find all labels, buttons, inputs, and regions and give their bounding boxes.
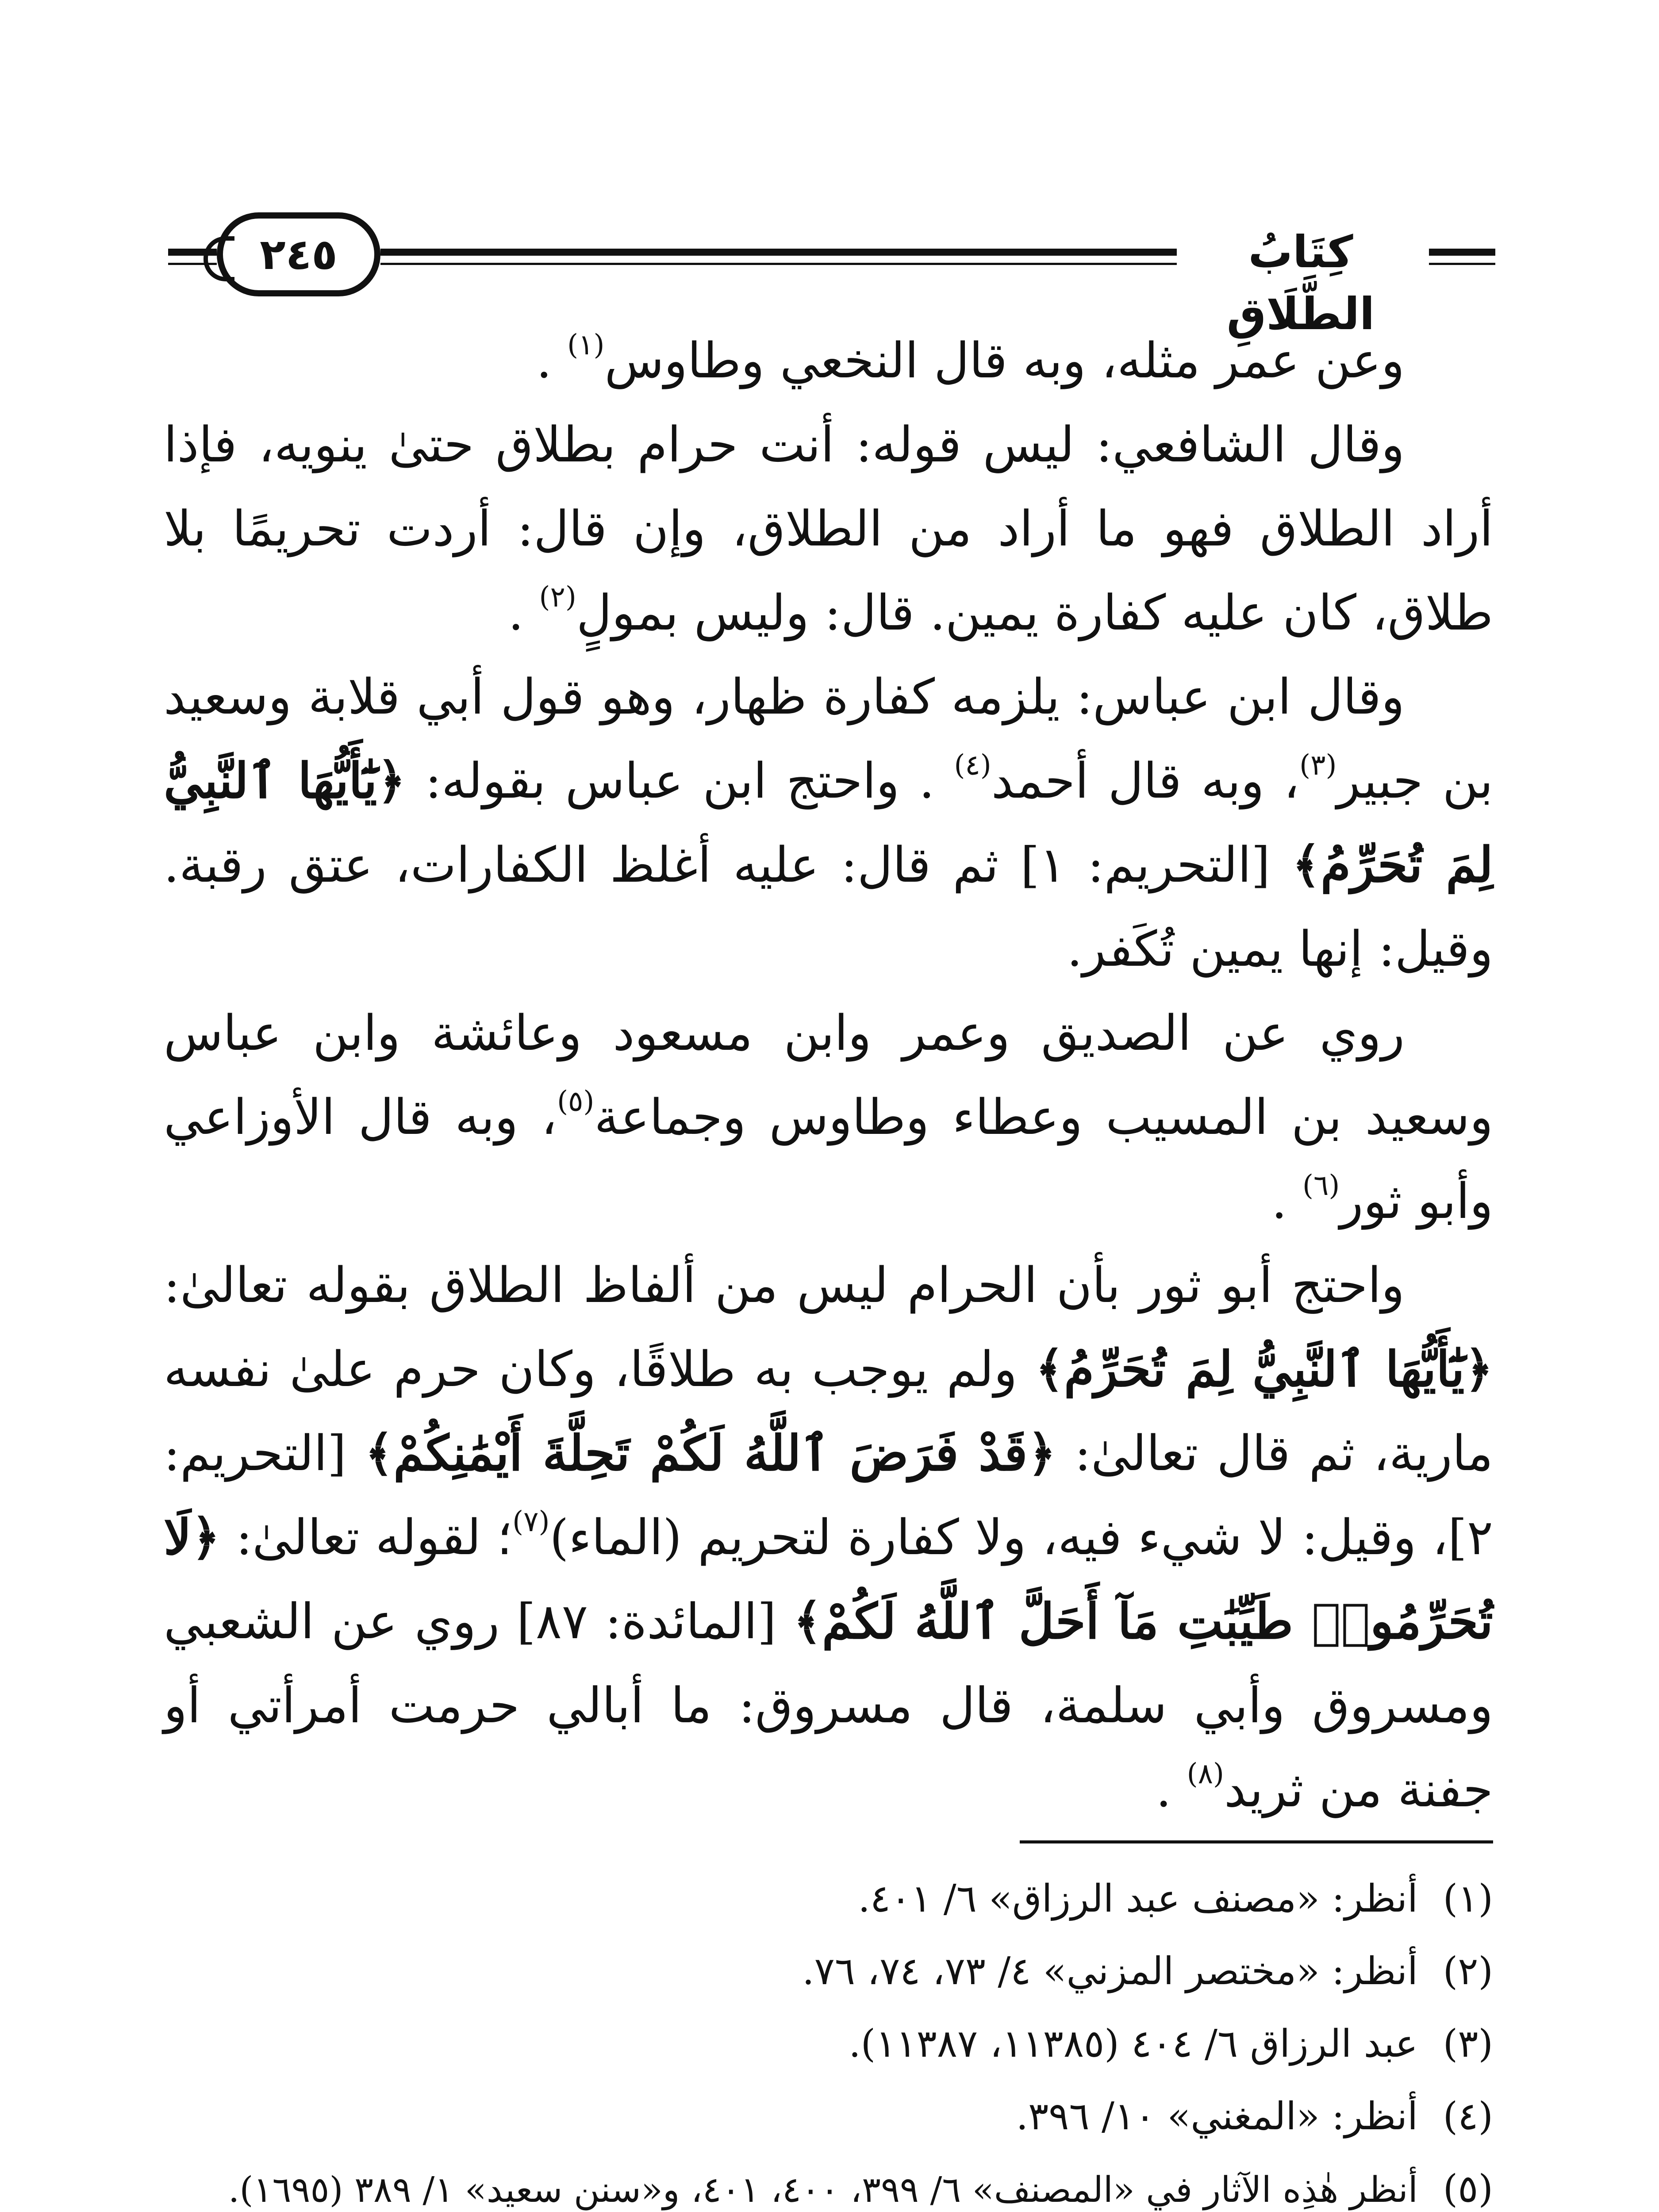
header-rule [380,249,1177,256]
footnote-marker: (٧) [512,1505,550,1538]
text-run: [المائدة: ٨٧] روي عن الشعبي ومسروق وأبي سلمة، قال مسروق: ما أبالي حرمت أمرأتي أو جفنة من ثريد [164,1593,1493,1818]
text-run: . [508,584,539,641]
page-number-badge [217,212,380,296]
quran-quote: ﴿لَا تُحَرِّمُوا۟ طَيِّبَٰتِ مَآ أَحَلَّ ٱللَّهُ لَكُمْ﴾ [164,1509,1493,1650]
footnote-item [164,2080,1493,2153]
text-run: ، وبه قال الأوزاعي وأبو ثور [164,1089,1493,1229]
footnote-item [164,2008,1493,2080]
book-title: كِتَابُ الطَّلَاقِ [1226,226,1375,340]
text-run: وعن عمر مثله، وبه قال النخعي وطاوس [604,332,1405,389]
header-rule-thin [380,263,1177,265]
footnote-marker: (٤) [954,749,991,782]
footnote-text: أنظر: «مختصر المزني» ٤/ ٧٣، ٧٤، ٧٦. [802,1949,1418,1993]
footnote-text: أنظر هٰذِه الآثار في «المصنف» ٦/ ٣٩٩، ٤٠٠، ٤٠١، و«سنن سعيد» ١/ ٣٨٩ (١٦٩٥). [228,2169,1418,2210]
footnote-item [164,1863,1493,1935]
footnote-text: عبد الرزاق ٦/ ٤٠٤ (١١٣٨٥، ١١٣٨٧). [849,2022,1418,2066]
paragraph [164,319,1493,403]
text-run: ؛ لقوله تعالىٰ: [220,1509,513,1566]
footnote-marker: (٥) [557,1085,595,1118]
running-header [168,208,1495,340]
footnote-separator [1020,1840,1493,1843]
paragraph [164,1243,1493,1832]
header-rule-right-thin [1429,263,1495,265]
text-run: واحتج أبو ثور بأن الحرام ليس من ألفاظ الطلاق بقوله تعالىٰ: [164,1257,1405,1313]
footnote-text: أنظر: «مصنف عبد الرزاق» ٦/ ٤٠١. [858,1877,1418,1921]
footnote-number: (١) [1443,1877,1493,1921]
text-run: . [1156,1761,1187,1818]
footnote-marker: (٦) [1302,1169,1340,1202]
paragraph [164,403,1493,655]
text-run: وقال ابن عباس: يلزمه كفارة ظهار، وهو قول أبي قلابة وسعيد بن جبير [164,668,1494,809]
paragraph [164,655,1493,991]
page-number: ٢٤٥ [260,230,338,279]
text-run: روي عن الصديق وعمر وابن مسعود وعائشة وابن عباس وسعيد بن المسيب وعطاء وطاوس وجماعة [164,1005,1493,1145]
quran-quote: ﴿يَٰٓأَيُّهَا ٱلنَّبِيُّ لِمَ تُحَرِّمُ﴾ [1035,1340,1493,1398]
text-run: . [1271,1173,1303,1229]
footnote-marker: (٣) [1299,749,1337,782]
footnote-marker: (٨) [1187,1758,1224,1790]
text-run: ، وبه قال أحمد [991,753,1300,809]
text-run: [التحريم: ٢]، وقيل: لا شيء فيه، ولا كفارة لتحريم (الماء) [164,1425,1493,1566]
text-run: . [536,332,568,389]
footnotes [164,1863,1493,2212]
footnote-number: (٣) [1443,2022,1493,2066]
main-text [164,319,1493,1832]
footnote-marker: (١) [567,329,605,361]
text-run: . واحتج ابن عباس بقوله: [405,753,954,809]
quran-quote: ﴿قَدْ فَرَضَ ٱللَّهُ لَكُمْ تَحِلَّةَ أَيْمَٰنِكُمْ﴾ [365,1425,1056,1482]
text-run: [التحريم: ١] ثم قال: عليه أغلظ الكفارات، عتق رقبة. وقيل: إنها يمين تُكَفر. [164,837,1493,977]
footnote-number: (٢) [1443,1949,1493,1993]
footnote-number: (٤) [1443,2094,1493,2139]
text-run: وقال الشافعي: ليس قوله: أنت حرام بطلاق حتىٰ ينويه، فإذا أراد الطلاق فهو ما أراد من الطلاق، وإن قال: أردت تحريمًا بلا طلاق، كان عليه كفارة يمين. قال: وليس بمولٍ [164,416,1493,641]
header-rule-right [1429,249,1495,256]
footnote-item [164,2153,1493,2212]
footnote-item [164,1935,1493,2008]
footnote-text: أنظر: «المغني» ١٠/ ٣٩٦. [1016,2094,1418,2139]
paragraph [164,991,1493,1243]
quran-quote: ﴿يَٰٓأَيُّهَا ٱلنَّبِيُّ لِمَ تُحَرِّمُ﴾ [164,752,1494,893]
text-run: ولم يوجب به طلاقًا، وكان حرم علىٰ نفسه مارية، ثم قال تعالىٰ: [164,1341,1494,1482]
footnote-number: (٥) [1443,2167,1493,2211]
footnote-marker: (٢) [539,581,576,614]
